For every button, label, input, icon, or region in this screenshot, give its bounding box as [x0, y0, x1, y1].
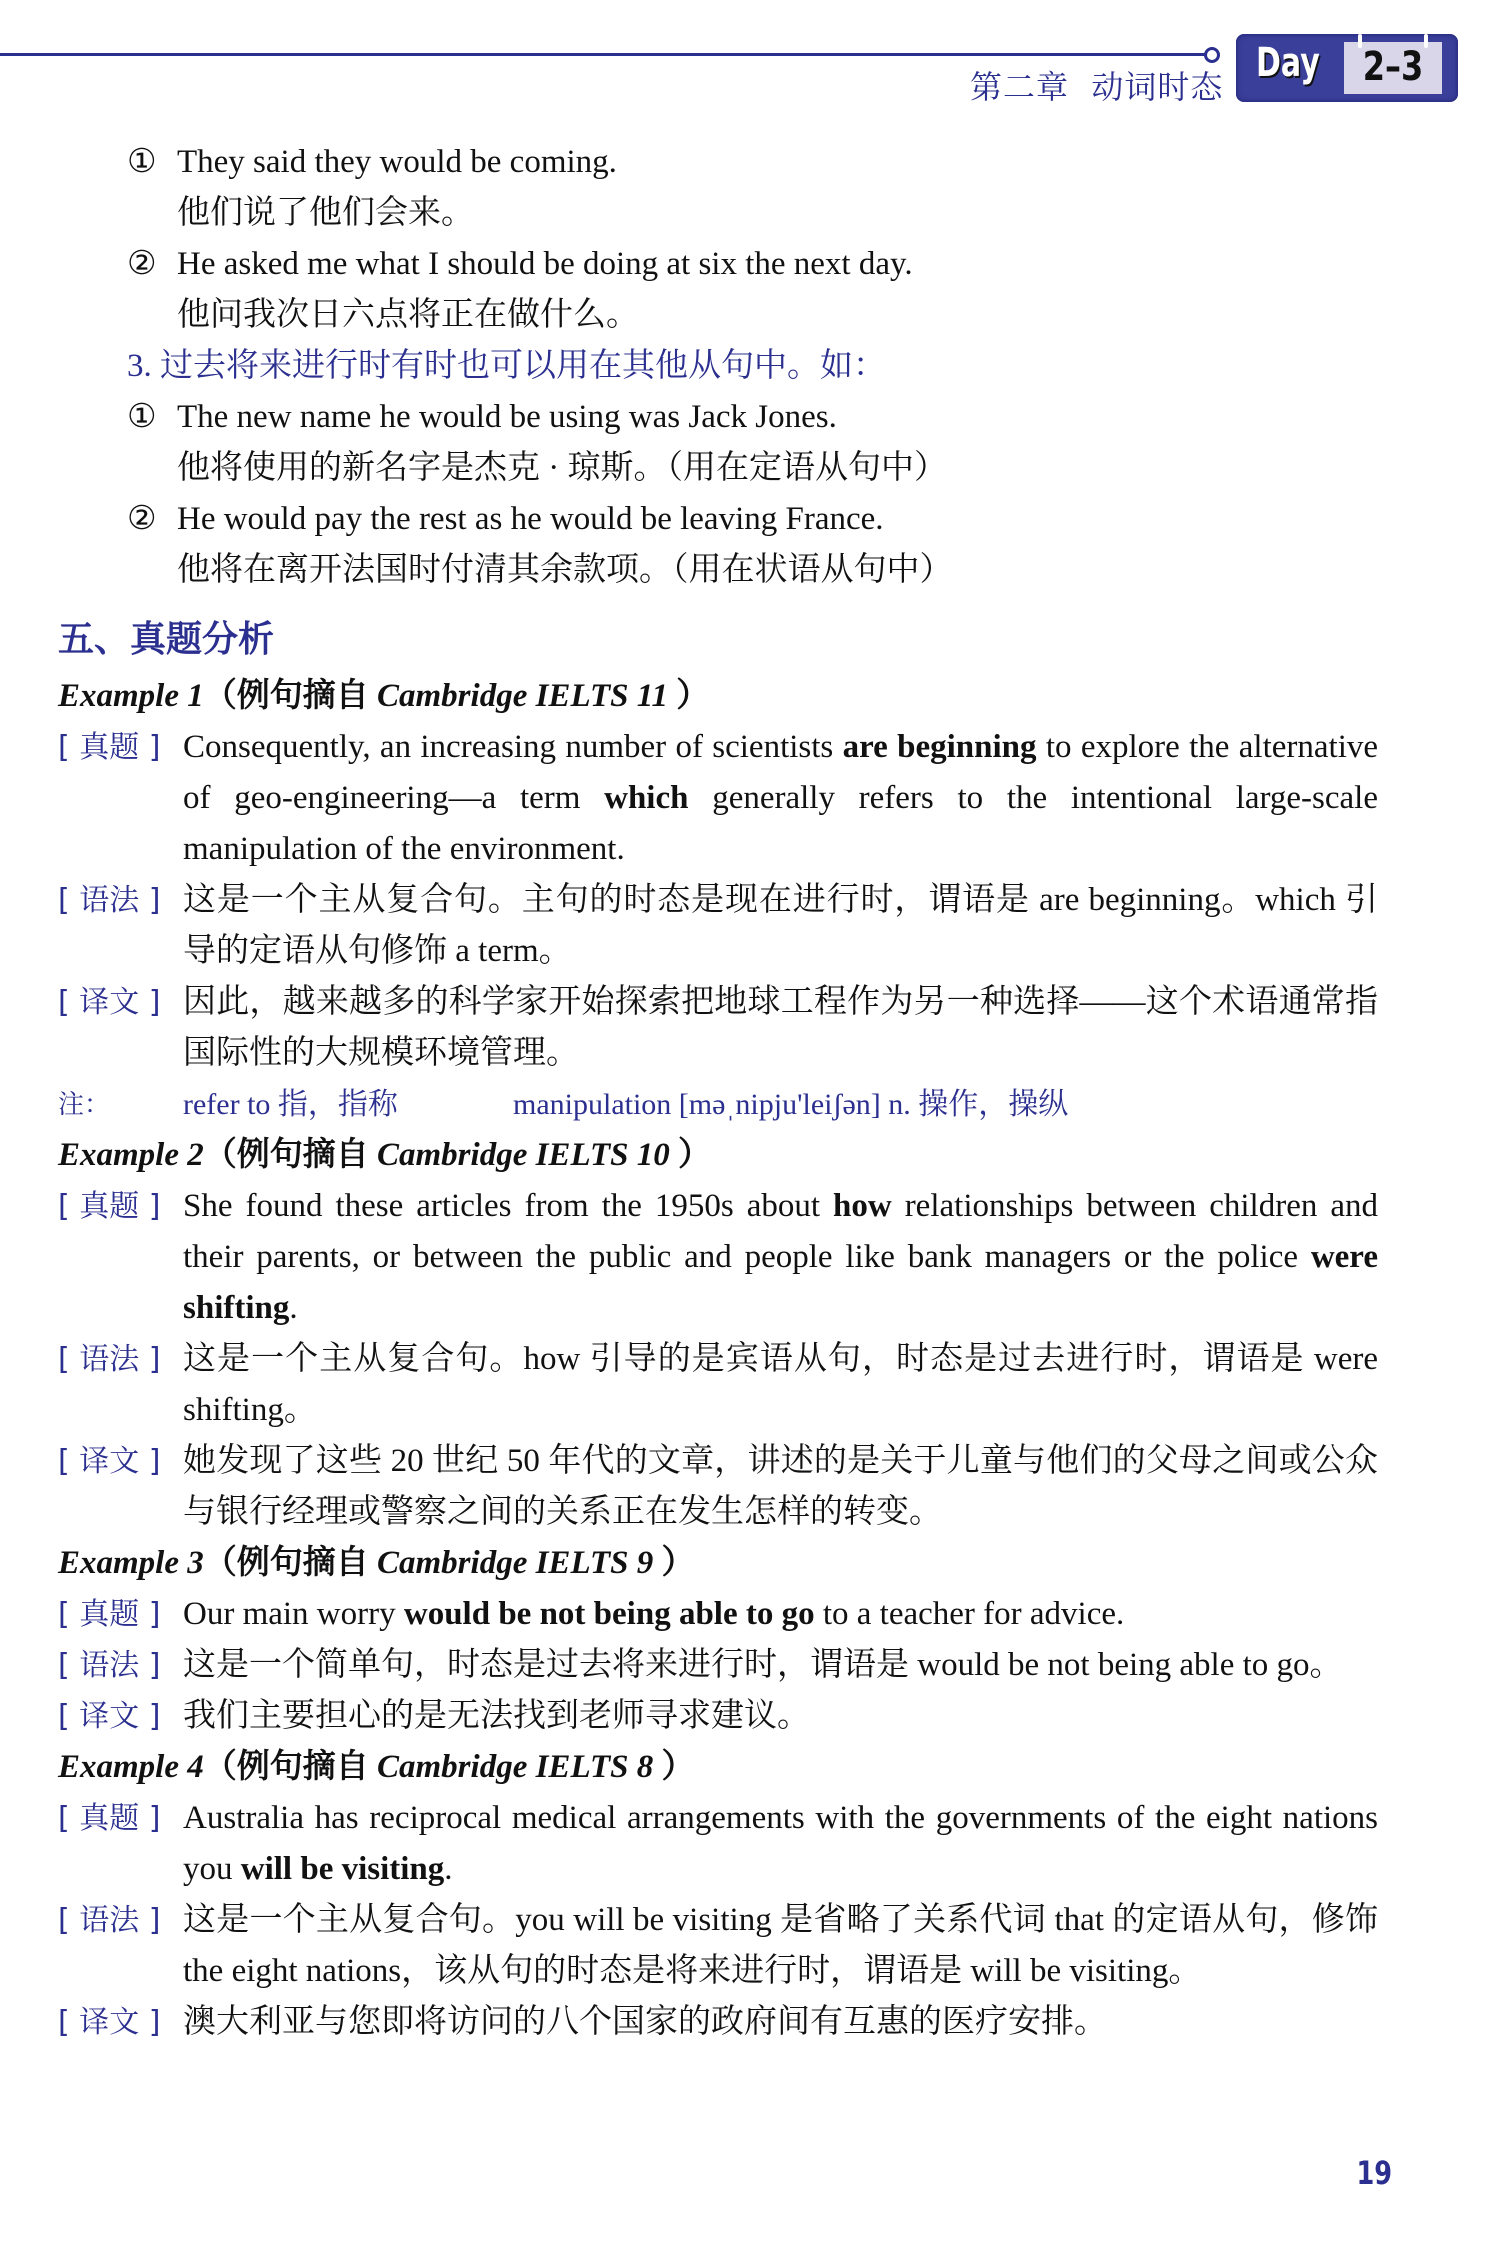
header-rule — [0, 53, 1206, 56]
entry-label: [ 真题 ] — [58, 1597, 161, 1632]
example-block — [58, 1538, 1378, 1742]
example-label: Example 4 — [58, 1749, 204, 1785]
header-rule-end-circle — [1204, 47, 1220, 63]
text-segment: to a teacher for advice. — [814, 1596, 1125, 1632]
rule-3-list — [58, 392, 1378, 596]
analysis-entry — [58, 722, 1378, 875]
source-suffix: ） — [653, 1749, 695, 1785]
entry-label: [ 真题 ] — [58, 1189, 161, 1224]
day-badge — [1236, 34, 1458, 102]
page-number: 19 — [1356, 2154, 1393, 2192]
entry-label: [ 语法 ] — [58, 1342, 161, 1377]
example-title — [58, 1742, 1378, 1793]
english-sentence: The new name he would be using was Jack Jones. — [177, 399, 837, 435]
rule-3: 3. 过去将来进行时有时也可以用在其他从句中。如： — [127, 348, 886, 384]
day-number: 2–3 — [1362, 44, 1424, 90]
source-prefix: （例句摘自 — [203, 678, 377, 714]
entry-text — [183, 977, 1378, 1079]
bold-phrase: were shifting — [183, 1239, 1378, 1326]
source-suffix: ） — [669, 1137, 712, 1173]
entry-text — [183, 1691, 1378, 1742]
entry-label: [ 语法 ] — [58, 883, 161, 918]
note-label: 注： — [58, 1090, 111, 1119]
text-segment: relationships between children and their parents, or between the public and people like bank managers or the police — [183, 1188, 1378, 1275]
analysis-entry — [58, 1793, 1378, 1895]
calendar-icon — [1344, 42, 1442, 94]
english-sentence: They said they would be coming. — [177, 144, 617, 180]
example-title — [58, 1538, 1378, 1589]
bold-phrase: would be not being able to go — [403, 1596, 815, 1632]
source-book: Cambridge IELTS 10 — [377, 1137, 670, 1173]
text-segment: 她发现了这些 20 世纪 50 年代的文章，讲述的是关于儿童与他们的父母之间或公众与银行经理或警察之间的关系正在发生怎样的转变。 — [183, 1443, 1378, 1530]
english-sentence: He would pay the rest as he would be leaving France. — [177, 501, 884, 537]
entry-text — [183, 875, 1378, 977]
entry-label: [ 真题 ] — [58, 730, 161, 765]
item-number: ① — [127, 144, 157, 180]
analysis-entry — [58, 1436, 1378, 1538]
bold-phrase: will be visiting — [240, 1851, 445, 1887]
text-segment: generally refers to the intentional large-scale manipulation of the environment. — [183, 780, 1378, 867]
entry-text — [183, 1997, 1378, 2048]
analysis-entry — [58, 1895, 1378, 1997]
source-prefix: （例句摘自 — [203, 1749, 377, 1785]
entry-label: [ 语法 ] — [58, 1903, 161, 1938]
example-title — [58, 1130, 1378, 1181]
english-sentence: He asked me what I should be doing at six the next day. — [177, 246, 913, 282]
section-heading: 五、真题分析 — [58, 619, 275, 659]
page-content — [58, 137, 1378, 2048]
example-block — [58, 1130, 1378, 1538]
source-book: Cambridge IELTS 8 — [377, 1749, 654, 1785]
bold-phrase: which — [604, 780, 689, 816]
source-prefix: （例句摘自 — [203, 1545, 377, 1581]
example-label: Example 1 — [58, 678, 204, 714]
source-prefix: （例句摘自 — [203, 1137, 377, 1173]
chinese-translation: 他将使用的新名字是杰克 · 琼斯。（用在定语从句中） — [177, 450, 947, 486]
text-segment: She found these articles from the 1950s about — [183, 1188, 834, 1224]
analysis-entry — [58, 1181, 1378, 1334]
example-label: Example 3 — [58, 1545, 204, 1581]
text-segment: 这是一个主从复合句。you will be visiting 是省略了关系代词 that 的定语从句，修饰 the eight nations，该从句的时态是将来进行时，谓语是 will be visiting。 — [183, 1902, 1378, 1989]
vocabulary-note — [58, 1079, 1378, 1130]
intro-list — [58, 137, 1378, 341]
text-segment: 我们主要担心的是无法找到老师寻求建议。 — [183, 1698, 810, 1734]
example-block — [58, 671, 1378, 1130]
example-title — [58, 671, 1378, 722]
entry-text — [183, 1793, 1378, 1895]
item-number: ① — [127, 399, 157, 435]
entry-label: [ 译文 ] — [58, 2005, 161, 2040]
list-item — [58, 239, 1378, 341]
text-segment: 这是一个主从复合句。主句的时态是现在进行时，谓语是 are beginning。which 引导的定语从句修饰 a term。 — [183, 882, 1378, 969]
entry-label: [ 译文 ] — [58, 985, 161, 1020]
entry-text — [183, 1181, 1378, 1334]
source-suffix: ） — [667, 678, 710, 714]
item-number: ② — [127, 246, 157, 282]
source-suffix: ） — [653, 1545, 695, 1581]
entry-label: [ 真题 ] — [58, 1801, 161, 1836]
chinese-translation: 他问我次日六点将正在做什么。 — [177, 297, 639, 333]
text-segment: 澳大利亚与您即将访问的八个国家的政府间有互惠的医疗安排。 — [183, 2004, 1107, 2040]
entry-text — [183, 722, 1378, 875]
text-segment: to explore the alternative of geo-engineering—a term — [183, 729, 1379, 816]
list-item — [58, 494, 1378, 596]
chinese-translation: 他们说了他们会来。 — [177, 195, 474, 231]
text-segment: 这是一个简单句，时态是过去将来进行时，谓语是 would be not being able to go。 — [183, 1647, 1343, 1683]
entry-text — [183, 1640, 1378, 1691]
analysis-entry — [58, 1589, 1378, 1640]
entry-text — [183, 1334, 1378, 1436]
note-item: refer to 指，指称 — [183, 1088, 398, 1121]
entry-text — [183, 1895, 1378, 1997]
chinese-translation: 他将在离开法国时付清其余款项。（用在状语从句中） — [177, 552, 953, 588]
example-block — [58, 1742, 1378, 2048]
examples — [58, 671, 1378, 2048]
example-label: Example 2 — [58, 1137, 204, 1173]
list-item — [58, 392, 1378, 494]
entry-text — [183, 1436, 1378, 1538]
text-segment: 这是一个主从复合句。how 引导的是宾语从句，时态是过去进行时，谓语是 were shifting。 — [183, 1341, 1378, 1428]
text-segment: . — [289, 1290, 298, 1326]
item-number: ② — [127, 501, 157, 537]
analysis-entry — [58, 977, 1378, 1079]
text-segment: Australia has reciprocal medical arrangements with the governments of the eight nations you — [183, 1800, 1378, 1887]
analysis-entry — [58, 1691, 1378, 1742]
bold-phrase: are beginning — [842, 729, 1037, 765]
text-segment: 因此，越来越多的科学家开始探索把地球工程作为另一种选择——这个术语通常指国际性的大规模环境管理。 — [183, 984, 1378, 1071]
chapter-title: 第二章 动词时态 — [970, 68, 1224, 106]
entry-label: [ 译文 ] — [58, 1699, 161, 1734]
analysis-entry — [58, 1640, 1378, 1691]
analysis-entry — [58, 1334, 1378, 1436]
text-segment: Consequently, an increasing number of scientists — [183, 729, 843, 765]
entry-label: [ 语法 ] — [58, 1648, 161, 1683]
note-item: manipulation [məˌnipju'leiʃən] n. 操作，操纵 — [513, 1088, 1069, 1121]
analysis-entry — [58, 1997, 1378, 2048]
source-book: Cambridge IELTS 9 — [377, 1545, 654, 1581]
entry-text — [183, 1589, 1378, 1640]
analysis-entry — [58, 875, 1378, 977]
text-segment: Our main worry — [183, 1596, 404, 1632]
text-segment: . — [444, 1851, 453, 1887]
day-label: Day — [1256, 40, 1320, 86]
bold-phrase: how — [833, 1188, 892, 1224]
entry-label: [ 译文 ] — [58, 1444, 161, 1479]
list-item — [58, 137, 1378, 239]
source-book: Cambridge IELTS 11 — [377, 678, 668, 714]
